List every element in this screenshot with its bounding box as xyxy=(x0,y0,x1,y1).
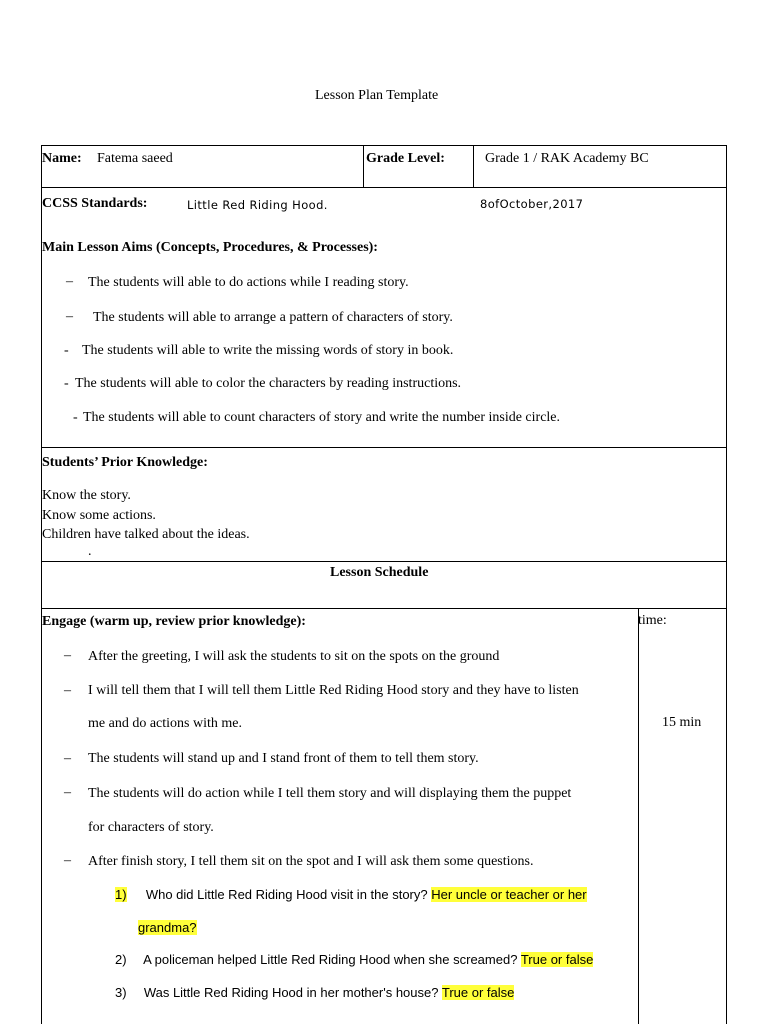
engage-dash: – xyxy=(64,648,71,663)
time-value: 15 min xyxy=(662,715,702,730)
engage-bullet-continued: for characters of story. xyxy=(88,820,214,835)
header-divider-1 xyxy=(363,145,364,187)
aim-dash: – xyxy=(66,309,73,324)
aim-item: The students will able to do actions while I reading story. xyxy=(88,275,409,290)
question-answer: Her uncle or teacher or her xyxy=(431,887,587,902)
question-answer: grandma? xyxy=(138,920,197,935)
question-text: Who did Little Red Riding Hood visit in the story? xyxy=(145,887,428,902)
question-number: 3) xyxy=(115,985,127,1000)
question-answer-continued xyxy=(138,920,197,935)
question-text: A policeman helped Little Red Riding Hood when she screamed? xyxy=(143,952,518,967)
engage-bullet-continued: me and do actions with me. xyxy=(88,716,242,731)
schedule-bottom xyxy=(41,608,727,609)
aim-dash: - xyxy=(64,376,69,391)
aim-item: The students will able to arrange a pattern of characters of story. xyxy=(93,310,453,325)
name-value: Fatema saeed xyxy=(97,151,173,166)
schedule-top xyxy=(41,561,727,562)
prior-knowledge-line: Know the story. xyxy=(42,488,131,503)
engage-dash: – xyxy=(64,785,71,800)
engage-bullet: After finish story, I tell them sit on the spot and I will ask them some questions. xyxy=(88,854,534,869)
prior-knowledge-line: Know some actions. xyxy=(42,508,156,523)
engage-bullet: I will tell them that I will tell them Little Red Riding Hood story and they have to listen xyxy=(88,683,579,698)
aim-dash: - xyxy=(64,343,69,358)
prior-knowledge-line: Children have talked about the ideas. xyxy=(42,527,250,542)
ccss-topic: Little Red Riding Hood. xyxy=(187,198,328,212)
question-text: Was Little Red Riding Hood in her mother's house? xyxy=(143,985,439,1000)
prior-knowledge-heading: Students’ Prior Knowledge: xyxy=(42,455,208,470)
header-row-bottom xyxy=(41,187,727,188)
table-border-right xyxy=(726,145,727,1024)
engage-heading: Engage (warm up, review prior knowledge): xyxy=(42,614,306,629)
lesson-schedule-heading: Lesson Schedule xyxy=(330,565,429,580)
engage-bullet: The students will stand up and I stand front of them to tell them story. xyxy=(88,751,479,766)
question-row xyxy=(115,887,587,902)
prior-knowledge-line: . xyxy=(88,544,92,559)
question-row xyxy=(115,952,593,967)
question-number: 2) xyxy=(115,952,127,967)
engage-dash: – xyxy=(64,751,71,766)
aim-item: The students will able to write the missing words of story in book. xyxy=(82,343,454,358)
aim-item: The students will able to count characters of story and write the number inside circle. xyxy=(83,410,561,425)
aim-dash: – xyxy=(66,274,73,289)
table-border-top xyxy=(41,145,727,146)
aim-item: The students will able to color the characters by reading instructions. xyxy=(75,376,462,391)
engage-bullet: After the greeting, I will ask the students to sit on the spots on the ground xyxy=(88,649,500,664)
engage-dash: – xyxy=(64,683,71,698)
time-column-divider xyxy=(638,608,639,1024)
time-label: time: xyxy=(638,613,667,628)
question-number: 1) xyxy=(115,887,127,902)
question-answer: True or false xyxy=(520,952,594,967)
name-label: Name: xyxy=(42,151,82,166)
aim-dash: - xyxy=(73,410,78,425)
grade-level-value: Grade 1 / RAK Academy BC xyxy=(485,151,649,166)
header-divider-2 xyxy=(473,145,474,187)
question-row xyxy=(115,985,514,1000)
document-title: Lesson Plan Template xyxy=(315,88,439,103)
ccss-label: CCSS Standards: xyxy=(42,196,148,211)
engage-dash: – xyxy=(64,853,71,868)
grade-level-label: Grade Level: xyxy=(366,151,445,166)
table-border-left xyxy=(41,145,42,1024)
aims-heading: Main Lesson Aims (Concepts, Procedures, & Processes): xyxy=(42,240,378,255)
engage-bullet: The students will do action while I tell them story and will displaying them the puppet xyxy=(88,786,572,801)
question-answer: True or false xyxy=(441,985,515,1000)
lesson-date: 8ofOctober,2017 xyxy=(480,197,584,211)
aims-section-bottom xyxy=(41,447,727,448)
